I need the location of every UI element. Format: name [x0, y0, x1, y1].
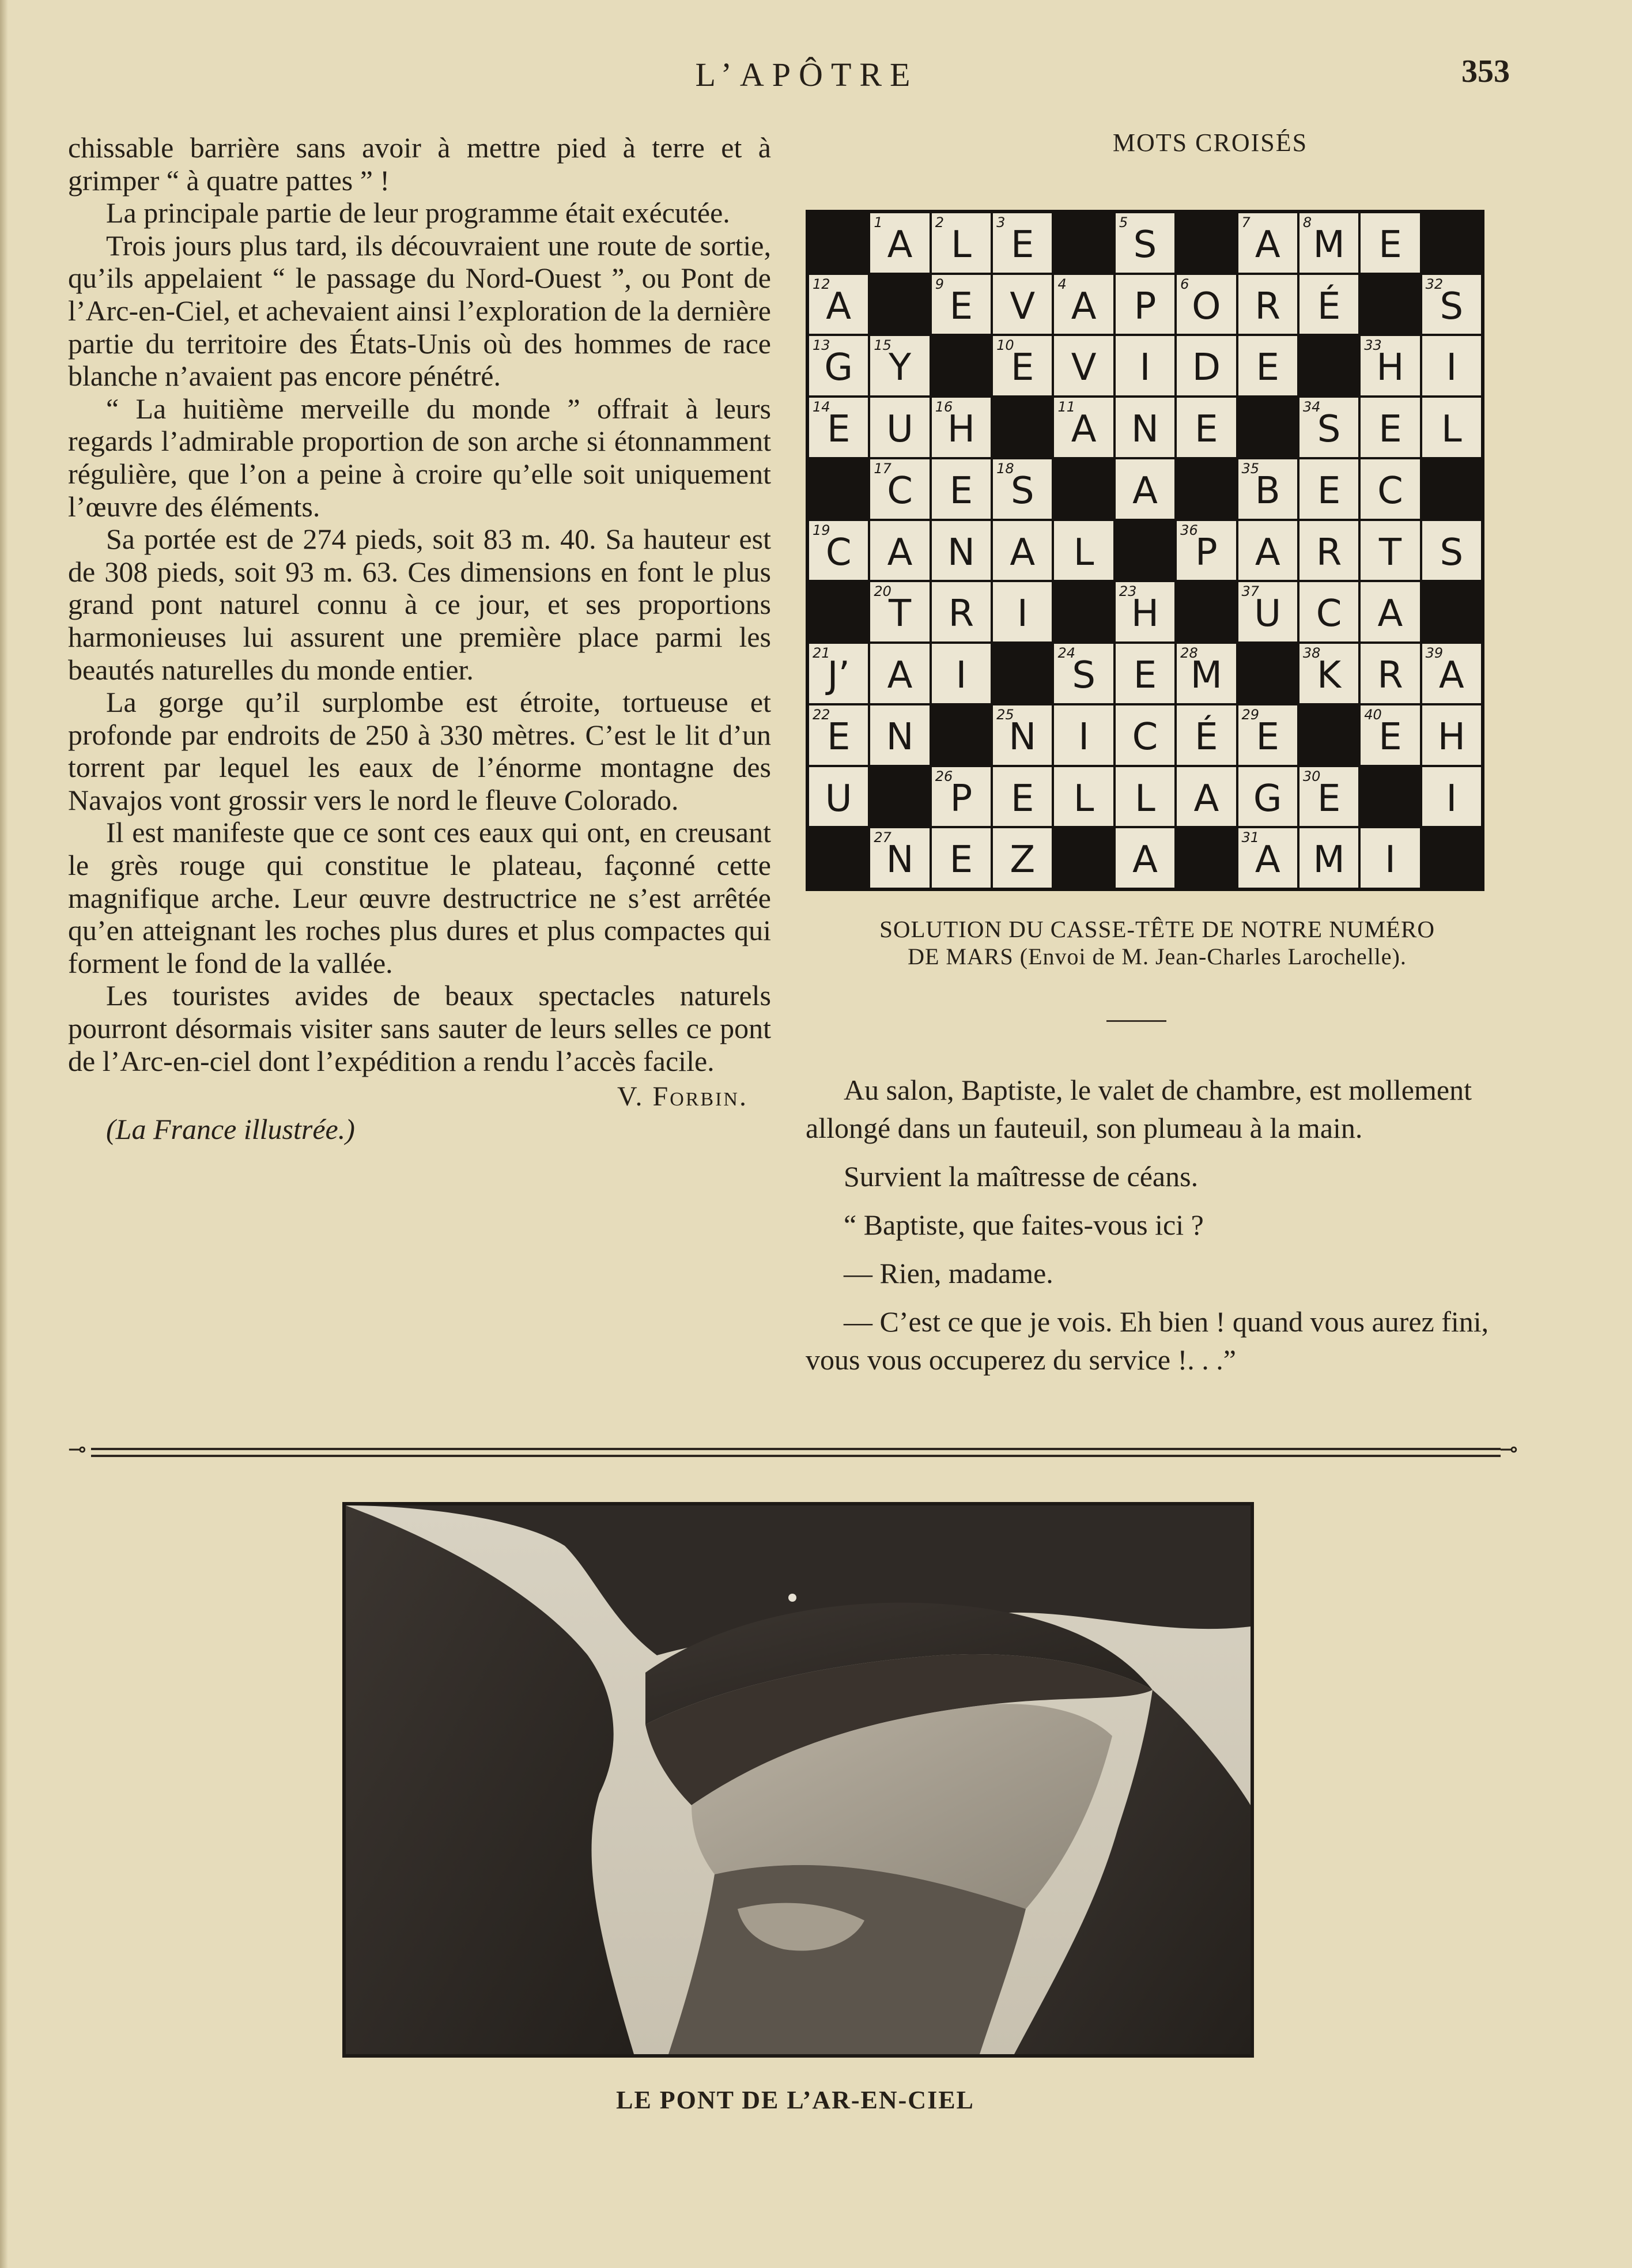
crossword-cell-letter: E: [826, 715, 851, 758]
crossword-cell-number: 32: [1425, 276, 1444, 292]
crossword-cell: [1116, 828, 1174, 888]
crossword-cell-number: 5: [1119, 214, 1128, 231]
crossword-cell: [1054, 398, 1113, 457]
crossword-cell-letter: A: [1255, 839, 1280, 882]
crossword-cell: [1299, 275, 1358, 334]
crossword-black-cell: [1422, 828, 1481, 888]
crossword-cell-letter: N: [1131, 408, 1159, 451]
crossword-cell: [1361, 644, 1419, 703]
crossword-cell: [1116, 644, 1174, 703]
crossword-cell: [1299, 398, 1358, 457]
crossword-cell: [870, 398, 929, 457]
crossword-cell-letter: A: [1193, 777, 1219, 820]
crossword-cell: [932, 828, 991, 888]
crossword-cell: [993, 521, 1052, 580]
crossword-cell-letter: S: [1133, 224, 1157, 266]
crossword-black-cell: [1299, 336, 1358, 395]
crossword-cell-number: 24: [1057, 645, 1075, 662]
crossword-cell: [1299, 644, 1358, 703]
article-column: [68, 131, 771, 1145]
crossword-cell-letter: E: [1011, 224, 1034, 266]
crossword-cell-number: 9: [935, 276, 944, 292]
crossword-black-cell: [993, 644, 1052, 703]
crossword-cell-letter: S: [1440, 531, 1464, 574]
crossword-cell: [932, 398, 991, 457]
divider-line: [91, 1448, 1501, 1450]
crossword-black-cell: [993, 398, 1052, 457]
crossword-cell-letter: A: [887, 654, 913, 697]
crossword-cell-letter: E: [1133, 654, 1157, 697]
crossword-cell: [1361, 705, 1419, 765]
crossword-cell-number: 30: [1302, 768, 1321, 784]
crossword-cell: [1422, 275, 1481, 334]
crossword-cell: [1177, 336, 1236, 395]
crossword-cell-letter: A: [1255, 531, 1280, 574]
crossword-cell-letter: E: [949, 839, 973, 882]
crossword-cell: [1361, 828, 1419, 888]
crossword-cell-letter: N: [947, 531, 975, 574]
crossword-cell-letter: L: [1135, 777, 1155, 820]
crossword-cell-number: 16: [935, 399, 953, 416]
crossword-cell: [932, 582, 991, 641]
crossword-cell: [1361, 336, 1419, 395]
crossword-cell: [870, 705, 929, 765]
crossword-cell: [1299, 582, 1358, 641]
crossword-black-cell: [932, 336, 991, 395]
crossword-cell-letter: H: [1131, 593, 1159, 636]
crossword-cell-letter: U: [1254, 593, 1282, 636]
crossword-cell: [932, 459, 991, 519]
crossword-black-cell: [1116, 521, 1174, 580]
crossword-cell: [1299, 459, 1358, 519]
crossword-cell: [870, 644, 929, 703]
crossword-cell-letter: K: [1317, 654, 1342, 697]
crossword-black-cell: [1238, 644, 1297, 703]
crossword-cell-number: 36: [1180, 522, 1198, 538]
crossword-cell: [1238, 213, 1297, 273]
crossword-cell-letter: A: [1132, 469, 1158, 512]
crossword-cell-number: 33: [1364, 337, 1382, 354]
crossword-cell: [1361, 213, 1419, 273]
crossword-cell-letter: É: [1195, 715, 1218, 758]
crossword-cell: [870, 521, 929, 580]
page-binding-edge: [0, 0, 8, 2268]
crossword-black-cell: [809, 459, 868, 519]
crossword-cell-letter: M: [1190, 654, 1222, 697]
crossword-caption-line1: SOLUTION DU CASSE-TÊTE DE NOTRE NUMÉRO: [879, 916, 1435, 942]
crossword-black-cell: [1054, 582, 1113, 641]
crossword-cell: [870, 213, 929, 273]
crossword-cell-letter: L: [1073, 531, 1094, 574]
crossword-cell-letter: I: [1078, 715, 1090, 758]
crossword-cell: [1361, 459, 1419, 519]
crossword-black-cell: [1177, 828, 1236, 888]
crossword-cell: [1177, 275, 1236, 334]
anecdote-column: [806, 1071, 1514, 1389]
crossword-black-cell: [870, 275, 929, 334]
crossword-cell-letter: E: [1011, 346, 1034, 390]
crossword-cell-number: 21: [813, 645, 830, 662]
crossword-cell: [993, 336, 1052, 395]
crossword-cell-letter: R: [948, 593, 974, 636]
crossword-cell: [1116, 275, 1174, 334]
crossword-cell-letter: I: [1446, 777, 1457, 820]
crossword-cell: [1238, 275, 1297, 334]
crossword-black-cell: [809, 828, 868, 888]
crossword-cell: [1422, 336, 1481, 395]
crossword-black-cell: [1054, 828, 1113, 888]
crossword-black-cell: [1054, 459, 1113, 519]
crossword-cell-letter: S: [1317, 408, 1341, 451]
crossword-cell-number: 2: [935, 214, 944, 231]
crossword-cell-letter: A: [1438, 654, 1464, 697]
crossword-grid: [809, 213, 1481, 888]
crossword-cell: [1177, 705, 1236, 765]
crossword-cell-letter: A: [1010, 531, 1036, 574]
crossword-black-cell: [809, 213, 868, 273]
anecdote-paragraph: — C’est ce que je vois. Eh bien ! quand vous aurez fini, vous vous occuperez du service !. . .”: [806, 1305, 1489, 1376]
crossword-cell-letter: A: [1255, 224, 1280, 266]
crossword-cell: [1116, 336, 1174, 395]
crossword-cell: [993, 767, 1052, 827]
crossword-cell: [1054, 275, 1113, 334]
crossword-cell-letter: É: [1317, 285, 1341, 328]
crossword-cell-letter: P: [1134, 285, 1157, 328]
crossword-cell: [1116, 213, 1174, 273]
crossword-cell-letter: B: [1255, 469, 1280, 512]
crossword-cell-number: 7: [1241, 214, 1251, 231]
divider-ornament-right: ⊸: [1499, 1437, 1518, 1462]
crossword-cell-letter: U: [825, 777, 852, 820]
crossword-cell-letter: I: [1385, 839, 1396, 882]
crossword-cell-letter: E: [826, 408, 851, 451]
section-rule: [1106, 1020, 1166, 1022]
crossword-black-cell: [809, 582, 868, 641]
crossword-cell: [1054, 767, 1113, 827]
crossword-cell: [932, 521, 991, 580]
crossword-cell-letter: L: [951, 224, 972, 266]
crossword-cell-number: 3: [996, 214, 1006, 231]
crossword-cell-letter: P: [1195, 531, 1218, 574]
crossword-cell-letter: E: [1378, 715, 1402, 758]
photo-caption: LE PONT DE L’AR-EN-CIEL: [616, 2086, 974, 2114]
crossword-cell: [993, 828, 1052, 888]
article-paragraph: La gorge qu’il surplombe est étroite, tortueuse et profonde par endroits de 250 à 330 mètres. C’est le lit d’un torrent par lequel les eaux de l’énorme montagne des Navajos vont grossir vers le nord le fleuve Colorado.: [68, 686, 771, 816]
page-number: 353: [1461, 54, 1510, 89]
crossword-cell-number: 34: [1302, 399, 1321, 416]
crossword-cell-number: 1: [874, 214, 883, 231]
anecdote-paragraph: — Rien, madame.: [844, 1257, 1053, 1289]
crossword-cell-letter: V: [1010, 285, 1036, 328]
crossword-caption: [801, 915, 1513, 971]
crossword-cell: [1116, 459, 1174, 519]
crossword-black-cell: [932, 705, 991, 765]
crossword-cell-letter: M: [1313, 224, 1345, 266]
crossword-cell: [1361, 582, 1419, 641]
crossword-cell: [870, 459, 929, 519]
crossword-cell: [932, 275, 991, 334]
crossword-cell-letter: A: [1071, 408, 1097, 451]
crossword-cell: [1238, 705, 1297, 765]
running-title: L’APÔTRE: [695, 56, 919, 93]
crossword-cell-number: 35: [1241, 460, 1260, 477]
crossword-cell-letter: C: [887, 469, 913, 512]
crossword-cell-number: 29: [1241, 706, 1260, 723]
article-paragraph: Il est manifeste que ce sont ces eaux qui ont, en creusant le grès rouge qui constitue le plateau, façonné cette magnifique arche. Leur œuvre destructrice ne s’est arrêtée qu’en atteignant les roches plus dures et plus compactes qui forment le fond de la vallée.: [68, 816, 771, 979]
crossword-cell-letter: J’: [827, 654, 850, 697]
crossword-cell-letter: A: [887, 224, 913, 266]
crossword-cell-number: 19: [813, 522, 830, 538]
article-paragraph: Les touristes avides de beaux spectacles naturels pourront désormais visiter sans sauter de leurs selles ce pont de l’Arc-en-ciel dont l’expédition a rendu l’accès facile.: [68, 979, 771, 1077]
crossword-cell-letter: P: [950, 777, 973, 820]
crossword-cell-letter: O: [1192, 285, 1221, 328]
crossword-cell-letter: V: [1071, 346, 1097, 390]
article-source: (La France illustrée.): [106, 1113, 355, 1146]
crossword-cell-letter: N: [886, 715, 914, 758]
anecdote-paragraph: “ Baptiste, que faites-vous ici ?: [844, 1209, 1204, 1241]
crossword-cell: [1054, 336, 1113, 395]
crossword-cell: [932, 213, 991, 273]
crossword-cell-letter: E: [1317, 469, 1341, 512]
crossword-cell-number: 37: [1241, 583, 1260, 600]
crossword-cell: [870, 582, 929, 641]
crossword-cell: [1054, 644, 1113, 703]
crossword-black-cell: [1422, 213, 1481, 273]
crossword-cell-letter: Z: [1010, 839, 1036, 882]
rainbow-bridge-illustration: [346, 1505, 1251, 2054]
crossword-cell-number: 31: [1241, 829, 1260, 846]
crossword-cell: [1054, 521, 1113, 580]
crossword-cell-letter: H: [1376, 346, 1404, 390]
article-paragraph: Trois jours plus tard, ils découvraient une route de sortie, qu’ils appelaient “ le passage du Nord-Ouest ”, ou Pont de l’Arc-en-Ciel, et achevaient ainsi l’exploration de la dernière partie du territoire des États-Unis où des hommes de race blanche n’avaient pas encore pénétré.: [68, 229, 771, 393]
crossword-cell: [1116, 398, 1174, 457]
crossword-cell-letter: T: [888, 593, 912, 636]
crossword-black-cell: [1177, 459, 1236, 519]
crossword-cell-number: 27: [874, 829, 891, 846]
crossword-cell-letter: A: [826, 285, 852, 328]
crossword-cell-letter: E: [1256, 715, 1279, 758]
crossword-cell-letter: I: [1017, 593, 1028, 636]
crossword-cell-letter: E: [949, 285, 973, 328]
crossword-black-cell: [1422, 582, 1481, 641]
crossword-cell: [1054, 705, 1113, 765]
crossword-cell: [1116, 582, 1174, 641]
crossword-cell: [1422, 705, 1481, 765]
crossword-cell-letter: A: [1132, 839, 1158, 882]
crossword-cell: [1299, 828, 1358, 888]
crossword-black-cell: [1299, 705, 1358, 765]
crossword-cell-number: 8: [1302, 214, 1312, 231]
crossword-black-cell: [1422, 459, 1481, 519]
crossword-cell: [809, 275, 868, 334]
crossword-cell-letter: C: [1132, 715, 1158, 758]
crossword-cell-number: 25: [996, 706, 1014, 723]
crossword-caption-line2: DE MARS (Envoi de M. Jean-Charles Larochelle).: [908, 944, 1407, 969]
crossword-cell-number: 26: [935, 768, 953, 784]
crossword-cell: [1238, 459, 1297, 519]
crossword-cell-number: 23: [1119, 583, 1137, 600]
crossword-cell: [1422, 521, 1481, 580]
crossword-cell-letter: R: [1377, 654, 1403, 697]
crossword-cell-letter: I: [1446, 346, 1457, 390]
rainbow-bridge-photo: [342, 1502, 1254, 2058]
crossword-cell: [1299, 521, 1358, 580]
crossword-cell: [932, 767, 991, 827]
crossword-cell-letter: A: [1377, 593, 1403, 636]
crossword-cell-number: 20: [874, 583, 891, 600]
crossword-cell: [809, 705, 868, 765]
crossword-cell-number: 4: [1057, 276, 1067, 292]
crossword-cell: [1299, 767, 1358, 827]
crossword-cell: [1238, 828, 1297, 888]
crossword-cell: [1177, 398, 1236, 457]
crossword-cell: [1422, 644, 1481, 703]
crossword-black-cell: [1238, 398, 1297, 457]
crossword-cell-number: 39: [1425, 645, 1444, 662]
crossword-cell-number: 38: [1302, 645, 1321, 662]
crossword-cell-letter: I: [1139, 346, 1151, 390]
crossword-cell-letter: A: [1071, 285, 1097, 328]
crossword-cell-letter: N: [886, 839, 914, 882]
crossword-cell: [809, 644, 868, 703]
crossword-cell: [993, 582, 1052, 641]
article-author: V. Forbin.: [617, 1081, 748, 1112]
crossword-cell: [1116, 767, 1174, 827]
crossword-cell-number: 28: [1180, 645, 1198, 662]
crossword-cell-number: 14: [813, 399, 830, 416]
crossword-cell: [1177, 644, 1236, 703]
crossword-cell-letter: T: [1378, 531, 1401, 574]
crossword-cell-letter: C: [1316, 593, 1342, 636]
crossword-cell: [1238, 521, 1297, 580]
crossword-cell: [1422, 398, 1481, 457]
crossword-cell-letter: S: [1072, 654, 1095, 697]
crossword-cell-letter: R: [1316, 531, 1342, 574]
divider-line: [91, 1455, 1501, 1457]
crossword-cell-letter: Y: [888, 346, 912, 390]
crossword-cell-number: 17: [874, 460, 891, 477]
crossword-cell-number: 40: [1364, 706, 1382, 723]
crossword-cell-number: 13: [813, 337, 830, 354]
crossword-cell: [1422, 767, 1481, 827]
crossword-cell-number: 22: [813, 706, 830, 723]
crossword-cell-letter: G: [1253, 777, 1282, 820]
crossword-black-cell: [870, 767, 929, 827]
crossword-cell-number: 12: [813, 276, 830, 292]
crossword-cell-letter: G: [824, 346, 853, 390]
crossword-cell: [1177, 521, 1236, 580]
crossword-cell: [1361, 521, 1419, 580]
crossword-black-cell: [1361, 767, 1419, 827]
crossword-cell-letter: S: [1010, 469, 1034, 512]
crossword-cell: [1116, 705, 1174, 765]
crossword-title: MOTS CROISÉS: [1112, 129, 1308, 157]
article-paragraph: Sa portée est de 274 pieds, soit 83 m. 40. Sa hauteur est de 308 pieds, soit 93 m. 63. Ces dimensions en font le plus grand pont naturel connu à ce jour, et ses proportions harmonieuses lui assurent une première place parmi les beautés naturelles du monde entier.: [68, 523, 771, 686]
anecdote-paragraph: Au salon, Baptiste, le valet de chambre, est mollement allongé dans un fauteuil, son plumeau à la main.: [806, 1074, 1472, 1144]
crossword-cell: [809, 336, 868, 395]
crossword-cell: [1177, 767, 1236, 827]
crossword-cell-number: 18: [996, 460, 1014, 477]
crossword-cell-number: 15: [874, 337, 891, 354]
crossword-grid-frame: [806, 210, 1484, 891]
crossword-cell-letter: E: [1378, 224, 1402, 266]
crossword-cell-letter: I: [955, 654, 967, 697]
crossword-cell-number: 10: [996, 337, 1014, 354]
anecdote-paragraph: Survient la maîtresse de céans.: [844, 1160, 1199, 1193]
crossword-black-cell: [1177, 213, 1236, 273]
crossword-cell-letter: E: [1378, 408, 1402, 451]
crossword-cell-letter: D: [1192, 346, 1221, 390]
crossword-cell: [870, 336, 929, 395]
crossword-black-cell: [1361, 275, 1419, 334]
crossword-cell-letter: E: [1011, 777, 1034, 820]
crossword-cell: [993, 459, 1052, 519]
divider-ornament-left: ⊸: [68, 1437, 86, 1462]
crossword-cell-letter: E: [1317, 777, 1341, 820]
crossword-cell-letter: M: [1313, 839, 1345, 882]
crossword-cell-letter: E: [949, 469, 973, 512]
crossword-cell: [1238, 336, 1297, 395]
crossword-black-cell: [1054, 213, 1113, 273]
ornamental-divider: [68, 1437, 1518, 1464]
article-paragraph: chissable barrière sans avoir à mettre pied à terre et à grimper “ à quatre pattes ” !: [68, 131, 771, 197]
article-paragraph: La principale partie de leur programme était exécutée.: [106, 197, 730, 229]
crossword-cell-letter: H: [947, 408, 975, 451]
crossword-cell-letter: E: [1256, 346, 1279, 390]
crossword-cell: [1299, 213, 1358, 273]
crossword-cell-number: 6: [1180, 276, 1189, 292]
crossword-cell-letter: H: [1437, 715, 1465, 758]
crossword-cell: [809, 398, 868, 457]
crossword-cell-letter: N: [1008, 715, 1037, 758]
crossword-cell: [993, 213, 1052, 273]
crossword-cell-letter: U: [886, 408, 913, 451]
crossword-cell-letter: C: [825, 531, 852, 574]
crossword-cell: [1361, 398, 1419, 457]
crossword-cell-letter: C: [1377, 469, 1403, 512]
crossword-cell-letter: R: [1255, 285, 1280, 328]
article-paragraph: “ La huitième merveille du monde ” offrait à leurs regards l’admirable proportion de son arche si étonnamment régulière, que l’on a peine à croire qu’elle soit uniquement l’œuvre des éléments.: [68, 392, 771, 523]
crossword-cell: [993, 275, 1052, 334]
crossword-cell: [993, 705, 1052, 765]
crossword-cell: [870, 828, 929, 888]
crossword-cell-letter: E: [1195, 408, 1218, 451]
crossword-cell: [809, 767, 868, 827]
crossword-cell: [932, 644, 991, 703]
crossword-cell: [1238, 767, 1297, 827]
crossword-cell-letter: L: [1073, 777, 1094, 820]
crossword-cell-letter: L: [1441, 408, 1462, 451]
crossword-cell: [809, 521, 868, 580]
crossword-cell-letter: A: [887, 531, 913, 574]
crossword-cell-number: 11: [1057, 399, 1075, 416]
crossword-cell-letter: S: [1440, 285, 1464, 328]
crossword-cell: [1238, 582, 1297, 641]
crossword-black-cell: [1177, 582, 1236, 641]
